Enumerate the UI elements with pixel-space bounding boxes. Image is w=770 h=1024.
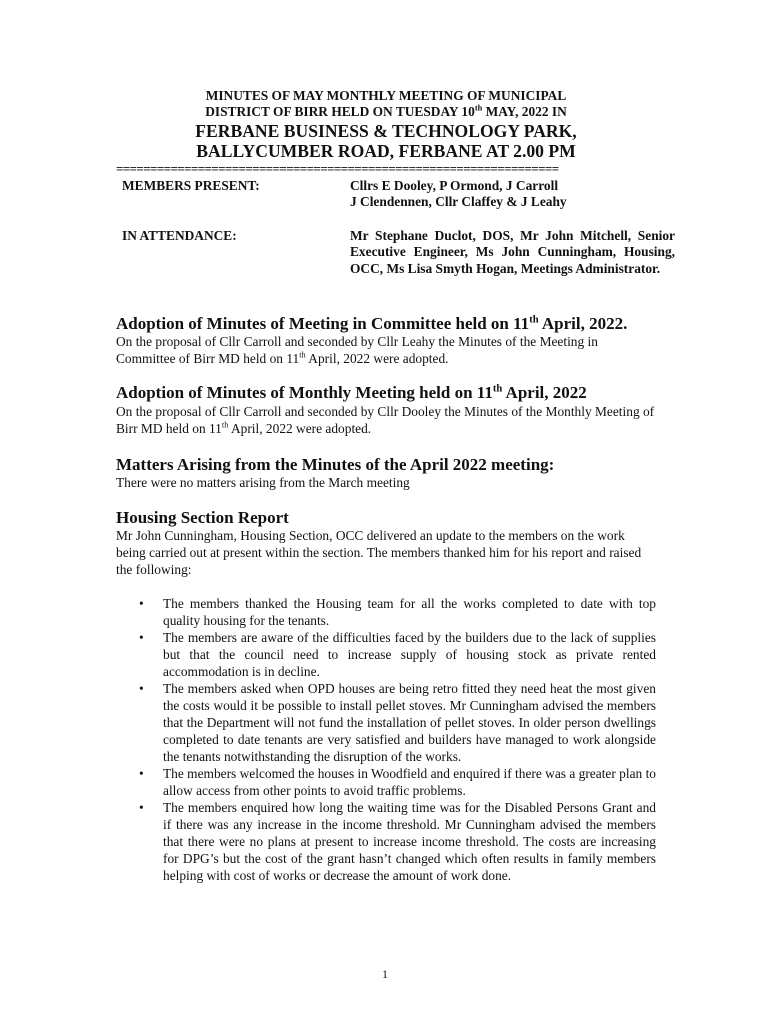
page-number: 1 bbox=[382, 967, 388, 981]
section-body-monthly-minutes: On the proposal of Cllr Carroll and seconded by Cllr Dooley the Minutes of the Monthly Meeting of Birr MD held on 11th April, 2022 were adopted. bbox=[116, 404, 655, 436]
bullet-icon: • bbox=[139, 766, 144, 781]
list-item-text: The members thanked the Housing team for all the works completed to date with top quality housing for the tenants. bbox=[163, 596, 656, 628]
header-divider: ================================================================= bbox=[116, 161, 559, 176]
section-body-matters-arising: There were no matters arising from the March meeting bbox=[116, 475, 410, 490]
bullet-icon: • bbox=[139, 681, 144, 696]
list-item-text: The members welcomed the houses in Woodfield and enquired if there was a greater plan to allow access from other points to avoid traffic problems. bbox=[163, 766, 656, 798]
section-heading-matters-arising: Matters Arising from the Minutes of the April 2022 meeting: bbox=[116, 455, 555, 474]
section-heading-housing-report: Housing Section Report bbox=[116, 508, 289, 527]
members-present-line-2: J Clendennen, Cllr Claffey & J Leahy bbox=[350, 194, 567, 209]
list-item-text: The members are aware of the difficulties faced by the builders due to the lack of supplies but that the council need to increase supply of housing stock as private rented accommodation is in decline. bbox=[163, 630, 656, 679]
header-line-4: BALLYCUMBER ROAD, FERBANE AT 2.00 PM bbox=[196, 141, 576, 161]
members-present-line-1: Cllrs E Dooley, P Ormond, J Carroll bbox=[350, 178, 559, 193]
in-attendance-value: Mr Stephane Duclot, DOS, Mr John Mitchell, Senior Executive Engineer, Ms John Cunningham, Housing, OCC, Ms Lisa Smyth Hogan, Meetings Administrator. bbox=[350, 228, 675, 276]
bullet-icon: • bbox=[139, 596, 144, 611]
list-item bbox=[136, 799, 656, 884]
list-item bbox=[136, 765, 656, 799]
in-attendance-label: IN ATTENDANCE: bbox=[122, 228, 237, 243]
bullet-icon: • bbox=[139, 800, 144, 815]
header-line-3: FERBANE BUSINESS & TECHNOLOGY PARK, bbox=[195, 121, 577, 141]
list-item bbox=[136, 680, 656, 765]
section-body-committee-minutes: On the proposal of Cllr Carroll and seconded by Cllr Leahy the Minutes of the Meeting in Committee of Birr MD held on 11th April, 2022 were adopted. bbox=[116, 334, 598, 366]
header-line-2: DISTRICT OF BIRR HELD ON TUESDAY 10th MAY, 2022 IN bbox=[205, 103, 567, 119]
list-item bbox=[136, 629, 656, 680]
section-body-housing-report: Mr John Cunningham, Housing Section, OCC delivered an update to the members on the work being carried out at present within the section. The members thanked him for his report and raised the following: bbox=[116, 528, 642, 577]
housing-bullet-list bbox=[136, 595, 656, 884]
list-item-text: The members enquired how long the waiting time was for the Disabled Persons Grant and if there was any increase in the income threshold. Mr Cunningham advised the members that there were no plans at present to increase income threshold. The costs are increasing for DPG’s but the cost of the grant hasn’t changed which often results in family members helping with cost of works or decrease the amount of work done. bbox=[163, 800, 656, 883]
bullet-icon: • bbox=[139, 630, 144, 645]
section-heading-committee-minutes: Adoption of Minutes of Meeting in Committee held on 11th April, 2022. bbox=[116, 314, 628, 333]
list-item bbox=[136, 595, 656, 629]
list-item-text: The members asked when OPD houses are being retro fitted they need heat the most given the costs would it be possible to install pellet stoves. Mr Cunningham advised the members that the Department will not fund the installation of pellet stoves. In older person dwellings completed to date tenants are very satisfied and builders have managed to work alongside the tenants notwithstanding the disruption of the works. bbox=[163, 681, 656, 764]
section-heading-monthly-minutes: Adoption of Minutes of Monthly Meeting held on 11th April, 2022 bbox=[116, 383, 587, 402]
members-present-label: MEMBERS PRESENT: bbox=[122, 178, 260, 193]
header-line-1: MINUTES OF MAY MONTHLY MEETING OF MUNICIPAL bbox=[205, 88, 567, 103]
